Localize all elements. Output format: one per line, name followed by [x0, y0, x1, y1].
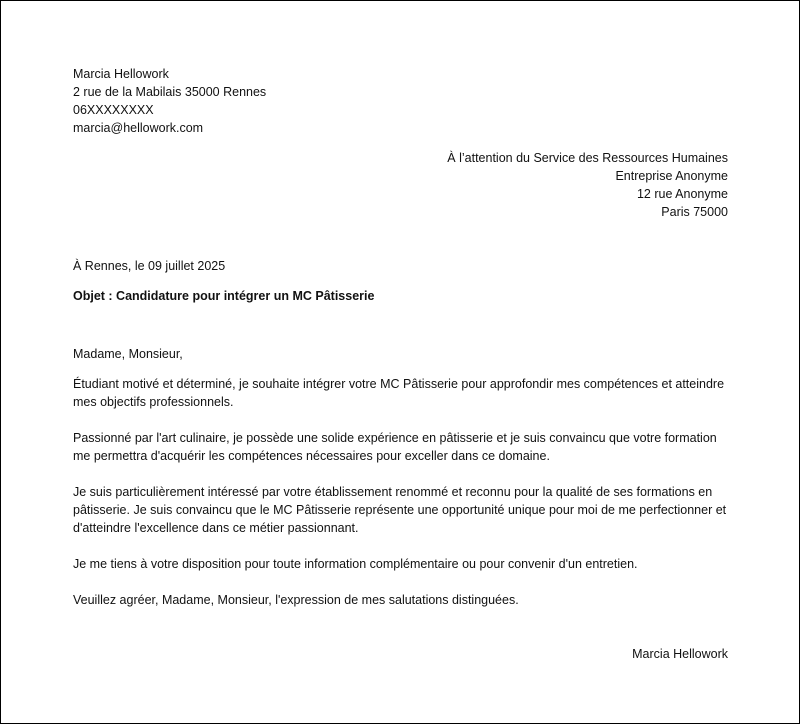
body-paragraph-2: Passionné par l'art culinaire, je possède une solide expérience en pâtisserie et je suis convaincu que votre formation me permettra d'acquérir les compétences nécessaires pour exceller dans ce domaine.: [73, 431, 717, 463]
letter-subject: Objet : Candidature pour intégrer un MC Pâtisserie: [73, 289, 375, 303]
letter-signature: Marcia Hellowork: [632, 647, 728, 661]
recipient-company: Entreprise Anonyme: [615, 169, 728, 183]
letter-salutation: Madame, Monsieur,: [73, 347, 183, 361]
closing-paragraph: Veuillez agréer, Madame, Monsieur, l'expression de mes salutations distinguées.: [73, 593, 519, 607]
sender-name: Marcia Hellowork: [73, 67, 169, 81]
recipient-block: [73, 149, 728, 221]
sender-address: 2 rue de la Mabilais 35000 Rennes: [73, 85, 267, 99]
recipient-street: 12 rue Anonyme: [636, 187, 728, 201]
sender-block: [73, 65, 728, 137]
body-paragraph-4: Je me tiens à votre disposition pour toute information complémentaire ou pour convenir d'un entretien.: [73, 557, 638, 571]
body-paragraph-3: Je suis particulièrement intéressé par votre établissement renommé et reconnu pour la qualité de ses formations en pâtisserie. Je suis convaincu que le MC Pâtisserie représente une opportunité unique pour moi de me perfectionner et d'atteindre l'excellence dans ce métier passionnant.: [73, 485, 727, 535]
letter-date: À Rennes, le 09 juillet 2025: [73, 259, 226, 273]
letter-content: [73, 65, 728, 663]
sender-phone: 06XXXXXXXX: [73, 103, 154, 117]
sender-email: marcia@hellowork.com: [73, 121, 204, 135]
recipient-attention: À l’attention du Service des Ressources Humaines: [447, 151, 728, 165]
body-paragraph-1: Étudiant motivé et déterminé, je souhaite intégrer votre MC Pâtisserie pour approfondir mes compétences et atteindre mes objectifs professionnels.: [73, 377, 725, 409]
recipient-city: Paris 75000: [661, 205, 728, 219]
